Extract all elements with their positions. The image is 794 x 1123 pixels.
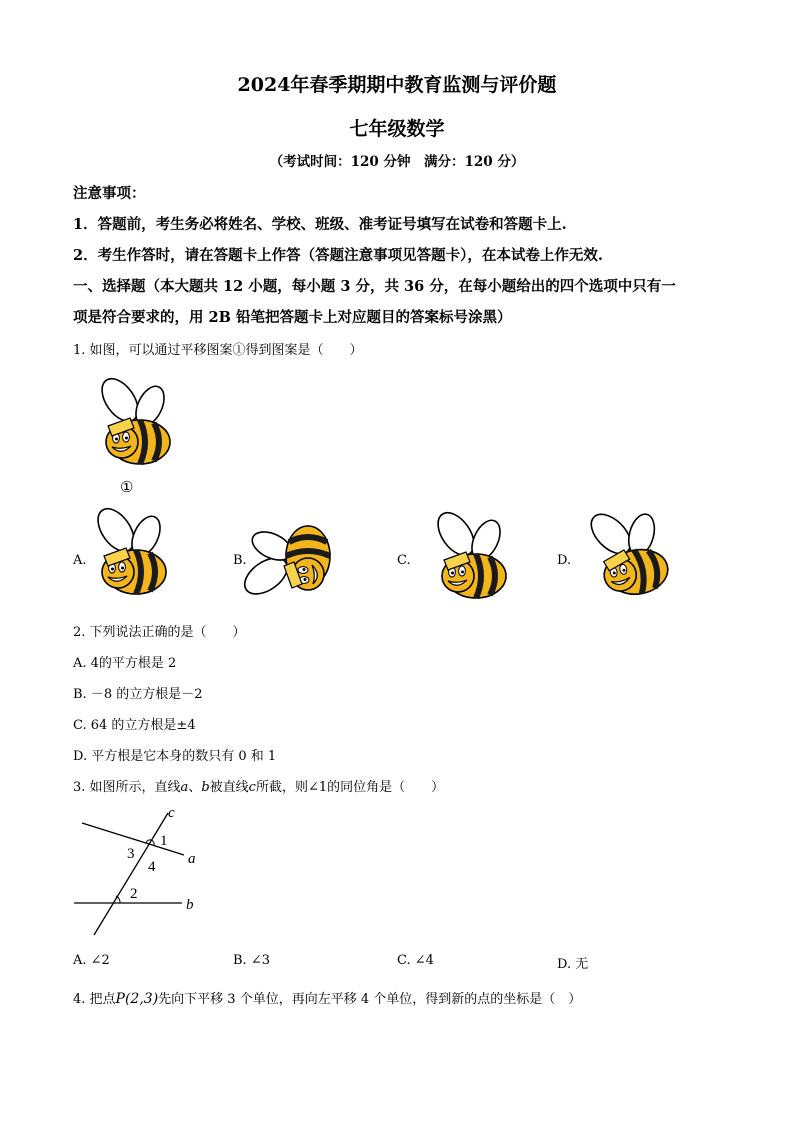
q1-option-a-label: A. [73, 553, 87, 568]
note-item-2: 2．考生作答时，请在答题卡上作答（答题注意事项见答题卡），在本试卷上作无效. [73, 247, 603, 264]
q2-option-b: B. －8 的立方根是－2 [73, 687, 203, 702]
label-line-a: a [188, 851, 196, 867]
bee-option-b [250, 508, 370, 608]
q3-figure [72, 803, 212, 938]
q3-option-a: A. ∠2 [73, 953, 110, 968]
q2-option-d: D. 平方根是它本身的数只有 0 和 1 [73, 749, 277, 764]
section-1-line-1: 一、选择题（本大题共 12 小题，每小题 3 分，共 36 分，在每小题给出的四个选项中只有一 [73, 278, 676, 295]
q1-option-b-label: B. [233, 553, 247, 568]
point-p: P(2,3) [115, 991, 159, 1007]
question-4-stem: 4. 把点P(2,3)先向下平移 3 个单位，再向左平移 4 个单位，得到新的点的坐标是（ ） [73, 991, 582, 1007]
bee-option-a [86, 508, 206, 608]
label-line-c: c [168, 805, 175, 821]
q2-option-a: A. 4的平方根是 2 [73, 656, 177, 671]
bee-figure-1 [72, 370, 192, 480]
bee-option-c [420, 508, 540, 608]
notes-heading: 注意事项： [73, 185, 146, 202]
q3-option-d: D. 无 [557, 957, 589, 972]
q3-option-b: B. ∠3 [233, 953, 270, 968]
label-angle-1: 1 [160, 833, 168, 849]
figure-1-label: ① [120, 478, 134, 496]
exam-info: （考试时间：120 分钟 满分：120 分） [269, 154, 525, 170]
bee-option-d [585, 505, 705, 605]
note-item-1: 1．答题前，考生务必将姓名、学校、班级、准考证号填写在试卷和答题卡上. [73, 216, 567, 233]
line-c [94, 813, 168, 935]
q1-option-c-label: C. [397, 553, 411, 568]
q1-option-d-label: D. [557, 553, 572, 568]
question-2-stem: 2. 下列说法正确的是（ ） [73, 625, 246, 640]
label-angle-2: 2 [130, 886, 138, 902]
page-title: 2024年春季期期中教育监测与评价题 [237, 74, 557, 96]
page-subtitle: 七年级数学 [349, 118, 445, 140]
label-angle-3: 3 [127, 846, 135, 862]
question-3-stem: 3. 如图所示，直线a、b被直线c所截，则∠1的同位角是（ ） [73, 780, 445, 795]
question-1-stem: 1. 如图，可以通过平移图案①得到图案是（ ） [73, 343, 363, 358]
q2-option-c: C. 64 的立方根是±4 [73, 718, 196, 733]
q3-option-c: C. ∠4 [397, 953, 434, 968]
section-1-line-2: 项是符合要求的，用 2B 铅笔把答题卡上对应题目的答案标号涂黑） [73, 309, 512, 326]
label-angle-4: 4 [148, 859, 156, 875]
label-line-b: b [186, 897, 194, 913]
